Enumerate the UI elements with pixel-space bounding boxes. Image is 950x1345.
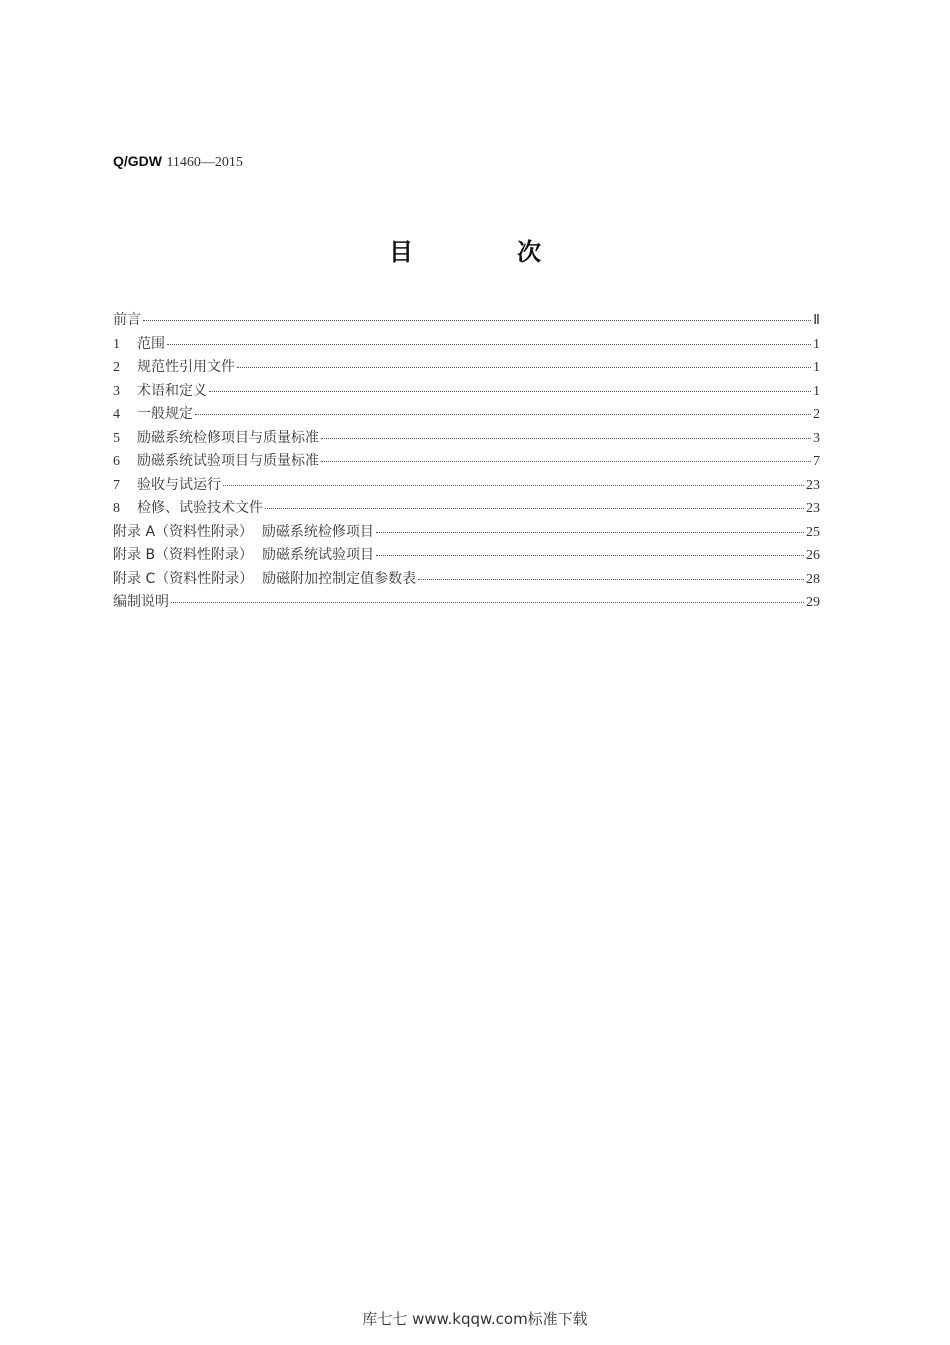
toc-entry-page: 7 xyxy=(813,454,820,469)
toc-entry-label: 励磁系统检修项目与质量标准 xyxy=(137,429,319,446)
toc-entry-label: 规范性引用文件 xyxy=(137,359,235,375)
toc-entry[interactable] xyxy=(113,427,820,451)
toc-entry-label: 前言 xyxy=(113,312,141,328)
toc-leader-dots xyxy=(321,438,811,439)
toc-leader-dots xyxy=(265,508,804,509)
toc-entry-label: 范围 xyxy=(137,335,165,352)
toc-entry-page: 1 xyxy=(813,336,820,352)
toc-leader-dots xyxy=(418,579,804,580)
toc-leader-dots xyxy=(167,344,811,345)
toc-entry-number: 4 xyxy=(113,407,120,422)
toc-entry-page: Ⅱ xyxy=(813,313,820,328)
toc-entry-number: 5 xyxy=(113,430,120,446)
toc-entry[interactable] xyxy=(113,333,820,357)
toc-leader-dots xyxy=(209,391,811,392)
toc-entry[interactable] xyxy=(113,380,820,404)
toc-entry-page: 29 xyxy=(806,595,820,610)
toc-entry-label: 术语和定义 xyxy=(137,382,207,399)
toc-entry[interactable] xyxy=(113,497,820,521)
toc-entry-page: 23 xyxy=(806,501,820,516)
toc-entry-page: 23 xyxy=(806,477,820,493)
toc-entry-number: 6 xyxy=(113,454,120,469)
toc-entry-number: 8 xyxy=(113,501,120,516)
footer-watermark: 库七七 www.kqqw.com标准下载 xyxy=(362,1310,588,1328)
toc-entry-number: 7 xyxy=(113,477,120,493)
toc-entry[interactable] xyxy=(113,403,820,427)
toc-entry[interactable] xyxy=(113,309,820,333)
standard-code xyxy=(113,153,243,171)
toc-leader-dots xyxy=(376,555,804,556)
toc-entry-label: 附录 A（资料性附录） 励磁系统检修项目 xyxy=(113,523,374,540)
toc-entry-label: 编制说明 xyxy=(113,594,169,610)
toc-entry[interactable] xyxy=(113,544,820,568)
toc-leader-dots xyxy=(195,414,811,415)
toc-entry-page: 28 xyxy=(806,571,820,587)
toc-leader-dots xyxy=(223,485,804,486)
toc-entry-number: 2 xyxy=(113,360,120,375)
toc-entry-number: 1 xyxy=(113,336,120,352)
standard-code-prefix: Q/GDW xyxy=(113,153,162,169)
toc-entry-label: 附录 C（资料性附录） 励磁附加控制定值参数表 xyxy=(113,570,417,587)
table-of-contents xyxy=(113,309,820,615)
toc-entry[interactable] xyxy=(113,450,820,474)
toc-leader-dots xyxy=(237,367,811,368)
toc-entry-label: 检修、试验技术文件 xyxy=(137,500,263,516)
toc-entry[interactable] xyxy=(113,521,820,545)
toc-entry-label: 一般规定 xyxy=(137,406,193,422)
toc-entry-page: 2 xyxy=(813,407,820,422)
toc-entry[interactable] xyxy=(113,356,820,380)
toc-entry[interactable] xyxy=(113,591,820,615)
toc-entry[interactable] xyxy=(113,474,820,498)
toc-entry-page: 1 xyxy=(813,360,820,375)
toc-entry-page: 3 xyxy=(813,430,820,446)
toc-leader-dots xyxy=(376,532,804,533)
toc-entry-number: 3 xyxy=(113,383,120,399)
toc-entry-page: 1 xyxy=(813,383,820,399)
toc-entry-label: 验收与试运行 xyxy=(137,476,221,493)
toc-entry[interactable] xyxy=(113,568,820,592)
toc-entry-label: 附录 B（资料性附录） 励磁系统试验项目 xyxy=(113,547,374,563)
toc-entry-page: 26 xyxy=(806,548,820,563)
page-title: 目 次 xyxy=(389,238,581,266)
toc-entry-page: 25 xyxy=(806,524,820,540)
toc-leader-dots xyxy=(143,320,811,321)
toc-leader-dots xyxy=(321,461,811,462)
toc-leader-dots xyxy=(171,602,804,603)
standard-code-number: 11460—2015 xyxy=(166,155,243,170)
toc-entry-label: 励磁系统试验项目与质量标准 xyxy=(137,453,319,469)
